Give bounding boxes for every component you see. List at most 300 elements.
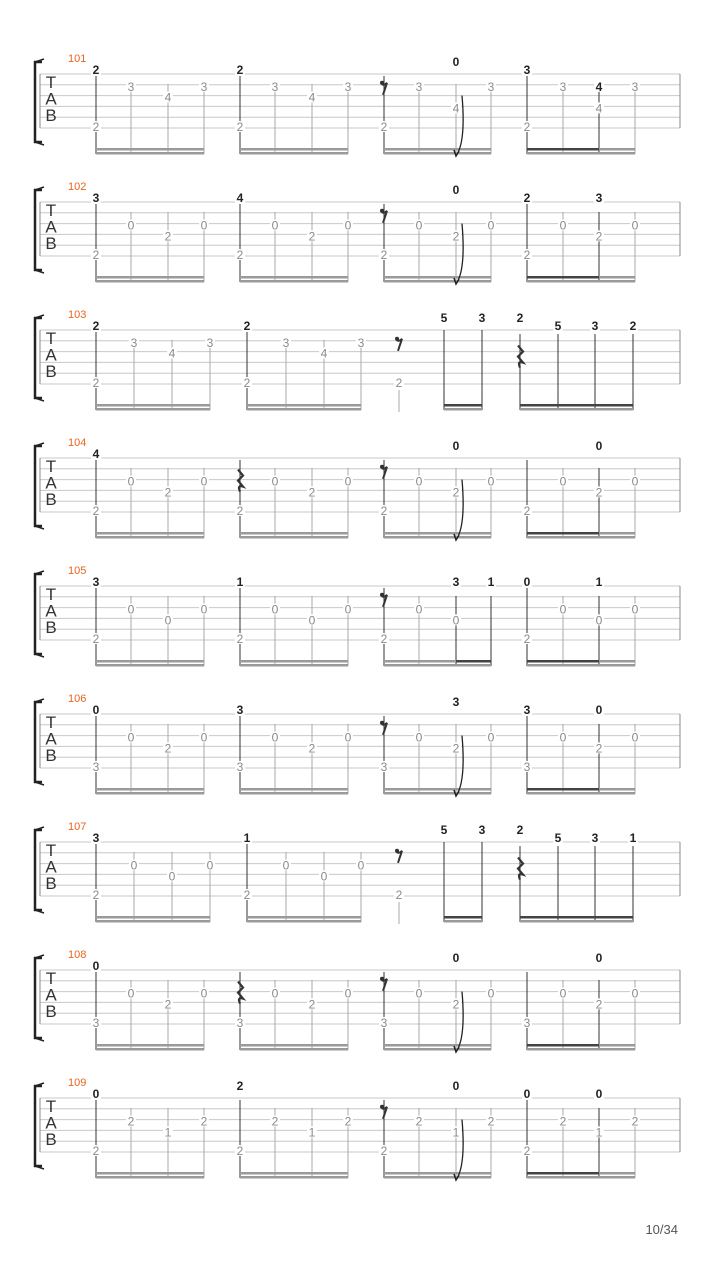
beam-primary — [96, 788, 204, 791]
fret-number: 2 — [395, 888, 403, 902]
fret-number: 3 — [236, 1016, 244, 1030]
fret-number: 2 — [380, 504, 388, 518]
tab-system — [35, 53, 680, 156]
beam-primary — [384, 532, 491, 535]
tab-clef-a: A — [45, 857, 57, 877]
tab-system — [35, 949, 680, 1052]
fret-number: 0 — [344, 218, 352, 233]
fret-number: 1 — [487, 575, 495, 589]
fret-number: 2 — [415, 1114, 423, 1129]
fret-number: 2 — [523, 191, 531, 205]
eighth-rest-dot — [380, 81, 384, 85]
fret-number: 0 — [200, 474, 208, 489]
fret-number: 2 — [595, 741, 603, 756]
fret-number: 0 — [282, 858, 290, 873]
fret-number: 3 — [452, 695, 460, 709]
beam-secondary — [444, 408, 482, 411]
eighth-rest-dot — [380, 977, 384, 981]
fret-number: 3 — [200, 79, 208, 94]
tab-clef-t: T — [45, 456, 57, 476]
beam-primary — [240, 148, 348, 151]
tab-clef-a: A — [45, 729, 57, 749]
fret-number: 3 — [92, 1016, 100, 1030]
fret-number: 0 — [200, 602, 208, 617]
fret-number: 2 — [380, 1144, 388, 1158]
beam-secondary — [384, 1176, 491, 1179]
beam-primary — [96, 532, 204, 535]
fret-number: 4 — [308, 90, 316, 105]
fret-number: 2 — [308, 229, 316, 244]
fret-number: 2 — [236, 63, 244, 77]
fret-number: 3 — [127, 79, 135, 94]
fret-number: 0 — [595, 613, 603, 628]
fret-number: 2 — [380, 632, 388, 646]
fret-number: 0 — [559, 474, 567, 489]
fret-number: 2 — [236, 248, 244, 262]
beam-secondary — [247, 920, 361, 923]
fret-number: 0 — [559, 986, 567, 1001]
fret-number: 1 — [308, 1125, 316, 1140]
beam-secondary — [384, 1048, 491, 1051]
fret-number: 2 — [127, 1114, 135, 1129]
beam-dark — [527, 1172, 599, 1175]
fret-number: 2 — [344, 1114, 352, 1129]
beam-primary — [240, 660, 348, 663]
beam-secondary — [527, 536, 635, 539]
fret-number: 5 — [554, 831, 562, 845]
tab-system — [35, 309, 680, 412]
fret-number: 2 — [595, 997, 603, 1012]
beam-primary — [240, 788, 348, 791]
fret-number: 2 — [523, 1144, 531, 1158]
fret-number: 2 — [631, 1114, 639, 1129]
beam-secondary — [527, 1176, 635, 1179]
beam-primary — [247, 916, 361, 919]
fret-number: 0 — [271, 602, 279, 617]
fret-number: 1 — [243, 831, 251, 845]
beam-primary — [96, 916, 210, 919]
fret-number: 0 — [92, 1087, 100, 1101]
fret-number: 1 — [164, 1125, 172, 1140]
beam-primary — [96, 1044, 204, 1047]
fret-number: 2 — [380, 248, 388, 262]
beam-secondary — [240, 664, 348, 667]
fret-number: 3 — [92, 760, 100, 774]
fret-number: 2 — [516, 823, 524, 837]
fret-number: 0 — [127, 602, 135, 617]
fret-number: 4 — [236, 191, 244, 205]
measure-number: 103 — [68, 309, 87, 321]
fret-number: 2 — [308, 485, 316, 500]
fret-number: 2 — [92, 376, 100, 390]
fret-number: 0 — [595, 1087, 603, 1101]
beam-primary — [240, 1044, 348, 1047]
fret-number: 2 — [92, 504, 100, 518]
beam-primary — [240, 276, 348, 279]
beam-primary — [240, 532, 348, 535]
beam-secondary — [527, 280, 635, 283]
fret-number: 0 — [487, 730, 495, 745]
fret-number: 3 — [206, 335, 214, 350]
fret-number: 0 — [344, 986, 352, 1001]
beam-secondary — [384, 536, 491, 539]
fret-number: 2 — [243, 319, 251, 333]
beam-secondary — [96, 664, 204, 667]
beam-secondary — [96, 920, 210, 923]
fret-number: 2 — [164, 741, 172, 756]
beam-primary — [247, 404, 361, 407]
fret-number: 5 — [440, 311, 448, 325]
tab-clef-b: B — [45, 106, 57, 126]
fret-number: 0 — [487, 986, 495, 1001]
fret-number: 2 — [164, 485, 172, 500]
fret-number: 3 — [92, 575, 100, 589]
fret-number: 2 — [92, 248, 100, 262]
beam-secondary — [527, 792, 635, 795]
fret-number: 0 — [415, 474, 423, 489]
beam-secondary — [520, 920, 633, 923]
fret-number: 2 — [452, 229, 460, 244]
fret-number: 0 — [631, 218, 639, 233]
beam-secondary — [96, 536, 204, 539]
fret-number: 1 — [629, 831, 637, 845]
fret-number: 3 — [415, 79, 423, 94]
fret-number: 0 — [559, 602, 567, 617]
fret-number: 2 — [243, 376, 251, 390]
fret-number: 0 — [452, 951, 460, 965]
beam-primary — [96, 1172, 204, 1175]
fret-number: 0 — [595, 703, 603, 717]
fret-number: 0 — [452, 1079, 460, 1093]
fret-number: 4 — [595, 101, 603, 116]
eighth-rest-dot — [395, 849, 399, 853]
fret-number: 0 — [631, 602, 639, 617]
beam-primary — [96, 404, 210, 407]
beam-secondary — [96, 408, 210, 411]
tab-clef-b: B — [45, 746, 57, 766]
beam-secondary — [240, 1176, 348, 1179]
tab-system — [35, 181, 680, 284]
fret-number: 2 — [523, 504, 531, 518]
measure-number: 105 — [68, 565, 87, 577]
fret-number: 2 — [487, 1114, 495, 1129]
fret-number: 2 — [452, 997, 460, 1012]
fret-number: 3 — [591, 831, 599, 845]
fret-number: 3 — [487, 79, 495, 94]
beam-secondary — [384, 664, 491, 667]
measure-number: 106 — [68, 693, 87, 705]
eighth-rest-dot — [380, 209, 384, 213]
fret-number: 0 — [452, 613, 460, 628]
measure-number: 109 — [68, 1077, 87, 1089]
beam-dark — [444, 916, 482, 919]
fret-number: 0 — [415, 218, 423, 233]
fret-number: 0 — [164, 613, 172, 628]
eighth-rest-dot — [380, 1105, 384, 1109]
eighth-rest-dot — [380, 465, 384, 469]
fret-number: 3 — [92, 831, 100, 845]
fret-number: 3 — [344, 79, 352, 94]
tab-system — [35, 1077, 680, 1180]
fret-number: 3 — [236, 760, 244, 774]
fret-number: 0 — [452, 439, 460, 453]
fret-number: 0 — [559, 730, 567, 745]
beam-primary — [96, 660, 204, 663]
fret-number: 5 — [440, 823, 448, 837]
fret-number: 4 — [168, 346, 176, 361]
fret-number: 4 — [320, 346, 328, 361]
fret-number: 2 — [236, 1079, 244, 1093]
tab-clef-b: B — [45, 1002, 57, 1022]
beam-secondary — [96, 280, 204, 283]
measure-number: 108 — [68, 949, 87, 961]
fret-number: 3 — [595, 191, 603, 205]
fret-number: 3 — [523, 703, 531, 717]
fret-number: 2 — [380, 120, 388, 134]
tab-clef-t: T — [45, 968, 57, 988]
beam-secondary — [247, 408, 361, 411]
tab-clef-t: T — [45, 584, 57, 604]
fret-number: 2 — [452, 741, 460, 756]
beam-secondary — [384, 152, 491, 155]
fret-number: 0 — [92, 703, 100, 717]
beam-secondary — [240, 792, 348, 795]
fret-number: 0 — [523, 575, 531, 589]
tab-clef-b: B — [45, 234, 57, 254]
fret-number: 0 — [127, 474, 135, 489]
beam-secondary — [240, 280, 348, 283]
fret-number: 3 — [523, 1016, 531, 1030]
fret-number: 0 — [415, 986, 423, 1001]
fret-number: 2 — [308, 997, 316, 1012]
fret-number: 3 — [271, 79, 279, 94]
fret-number: 0 — [200, 218, 208, 233]
tab-clef-b: B — [45, 490, 57, 510]
fret-number: 3 — [380, 760, 388, 774]
fret-number: 3 — [591, 319, 599, 333]
beam-dark — [520, 916, 633, 919]
fret-number: 2 — [92, 120, 100, 134]
tab-clef-t: T — [45, 328, 57, 348]
fret-number: 0 — [127, 986, 135, 1001]
beam-secondary — [527, 664, 635, 667]
fret-number: 2 — [523, 632, 531, 646]
tab-clef-b: B — [45, 362, 57, 382]
beam-dark — [520, 404, 633, 407]
tab-clef-t: T — [45, 1096, 57, 1116]
fret-number: 2 — [395, 376, 403, 390]
fret-number: 0 — [271, 474, 279, 489]
fret-number: 0 — [595, 951, 603, 965]
fret-number: 2 — [236, 632, 244, 646]
fret-number: 0 — [344, 474, 352, 489]
beam-secondary — [384, 792, 491, 795]
beam-secondary — [240, 1048, 348, 1051]
beam-primary — [96, 148, 204, 151]
fret-number: 5 — [554, 319, 562, 333]
fret-number: 2 — [236, 1144, 244, 1158]
fret-number: 0 — [200, 730, 208, 745]
tab-clef-a: A — [45, 601, 57, 621]
fret-number: 0 — [415, 730, 423, 745]
fret-number: 2 — [452, 485, 460, 500]
fret-number: 0 — [452, 183, 460, 197]
eighth-rest-dot — [395, 337, 399, 341]
beam-dark — [527, 660, 599, 663]
fret-number: 3 — [478, 311, 486, 325]
fret-number: 2 — [92, 319, 100, 333]
beam-secondary — [96, 792, 204, 795]
beam-secondary — [240, 152, 348, 155]
fret-number: 0 — [631, 474, 639, 489]
tab-system — [35, 821, 680, 924]
fret-number: 1 — [452, 1125, 460, 1140]
beam-secondary — [444, 920, 482, 923]
tab-clef-a: A — [45, 1113, 57, 1133]
tab-clef-t: T — [45, 200, 57, 220]
measure-number: 102 — [68, 181, 87, 193]
beam-secondary — [527, 152, 635, 155]
beam-primary — [384, 788, 491, 791]
fret-number: 0 — [206, 858, 214, 873]
fret-number: 4 — [452, 101, 460, 116]
tab-clef-a: A — [45, 473, 57, 493]
fret-number: 2 — [523, 248, 531, 262]
tab-clef-a: A — [45, 345, 57, 365]
fret-number: 0 — [271, 218, 279, 233]
fret-number: 0 — [271, 986, 279, 1001]
beam-primary — [384, 1172, 491, 1175]
fret-number: 0 — [92, 959, 100, 973]
tab-clef-a: A — [45, 217, 57, 237]
tab-clef-b: B — [45, 874, 57, 894]
fret-number: 0 — [357, 858, 365, 873]
fret-number: 3 — [452, 575, 460, 589]
beam-secondary — [520, 408, 633, 411]
fret-number: 0 — [308, 613, 316, 628]
fret-number: 2 — [523, 120, 531, 134]
fret-number: 3 — [236, 703, 244, 717]
beam-dark — [527, 1044, 599, 1047]
tab-clef-t: T — [45, 840, 57, 860]
fret-number: 3 — [357, 335, 365, 350]
fret-number: 2 — [200, 1114, 208, 1129]
fret-number: 0 — [631, 730, 639, 745]
tab-system — [35, 437, 680, 540]
fret-number: 2 — [308, 741, 316, 756]
fret-number: 0 — [595, 439, 603, 453]
beam-dark — [527, 532, 599, 535]
fret-number: 3 — [130, 335, 138, 350]
tab-clef-b: B — [45, 1130, 57, 1150]
fret-number: 0 — [415, 602, 423, 617]
fret-number: 0 — [559, 218, 567, 233]
beam-secondary — [384, 280, 491, 283]
fret-number: 0 — [168, 869, 176, 884]
fret-number: 0 — [130, 858, 138, 873]
fret-number: 2 — [92, 632, 100, 646]
fret-number: 0 — [631, 986, 639, 1001]
beam-primary — [384, 1044, 491, 1047]
fret-number: 3 — [523, 760, 531, 774]
fret-number: 3 — [478, 823, 486, 837]
page-number: 10/34 — [645, 1222, 678, 1237]
tab-system — [35, 565, 680, 667]
measure-number: 101 — [68, 53, 87, 65]
fret-number: 1 — [236, 575, 244, 589]
fret-number: 2 — [92, 1144, 100, 1158]
beam-dark — [444, 404, 482, 407]
eighth-rest-dot — [380, 721, 384, 725]
fret-number: 2 — [559, 1114, 567, 1129]
fret-number: 2 — [236, 504, 244, 518]
fret-number: 3 — [631, 79, 639, 94]
fret-number: 0 — [271, 730, 279, 745]
fret-number: 2 — [516, 311, 524, 325]
fret-number: 2 — [164, 997, 172, 1012]
tab-clef-b: B — [45, 618, 57, 638]
tab-clef-t: T — [45, 712, 57, 732]
fret-number: 4 — [164, 90, 172, 105]
measure-number: 107 — [68, 821, 87, 833]
fret-number: 3 — [523, 63, 531, 77]
fret-number: 0 — [127, 730, 135, 745]
fret-number: 0 — [127, 218, 135, 233]
beam-secondary — [96, 1176, 204, 1179]
fret-number: 4 — [92, 447, 100, 461]
fret-number: 2 — [271, 1114, 279, 1129]
fret-number: 2 — [629, 319, 637, 333]
fret-number: 1 — [595, 1125, 603, 1140]
tab-clef-t: T — [45, 72, 57, 92]
fret-number: 0 — [344, 602, 352, 617]
fret-number: 3 — [282, 335, 290, 350]
fret-number: 1 — [595, 575, 603, 589]
beam-secondary — [96, 1048, 204, 1051]
beam-primary — [384, 276, 491, 279]
fret-number: 0 — [487, 218, 495, 233]
fret-number: 0 — [200, 986, 208, 1001]
fret-number: 2 — [236, 120, 244, 134]
tab-clef-a: A — [45, 89, 57, 109]
fret-number: 3 — [559, 79, 567, 94]
fret-number: 3 — [380, 1016, 388, 1030]
fret-number: 2 — [595, 485, 603, 500]
fret-number: 0 — [344, 730, 352, 745]
fret-number: 0 — [320, 869, 328, 884]
tab-clef-a: A — [45, 985, 57, 1005]
beam-secondary — [96, 152, 204, 155]
fret-number: 2 — [164, 229, 172, 244]
fret-number: 4 — [595, 79, 603, 94]
beam-dark — [527, 276, 599, 279]
beam-primary — [384, 148, 491, 151]
beam-secondary — [527, 1048, 635, 1051]
beam-primary — [240, 1172, 348, 1175]
eighth-rest-dot — [380, 593, 384, 597]
fret-number: 2 — [92, 63, 100, 77]
fret-number: 0 — [487, 474, 495, 489]
measure-number: 104 — [68, 437, 87, 449]
fret-number: 0 — [523, 1087, 531, 1101]
fret-number: 0 — [452, 55, 460, 69]
fret-number: 3 — [92, 191, 100, 205]
beam-secondary — [240, 536, 348, 539]
fret-number: 2 — [595, 229, 603, 244]
tab-system — [35, 693, 680, 796]
beam-primary — [96, 276, 204, 279]
beam-dark — [527, 788, 599, 791]
